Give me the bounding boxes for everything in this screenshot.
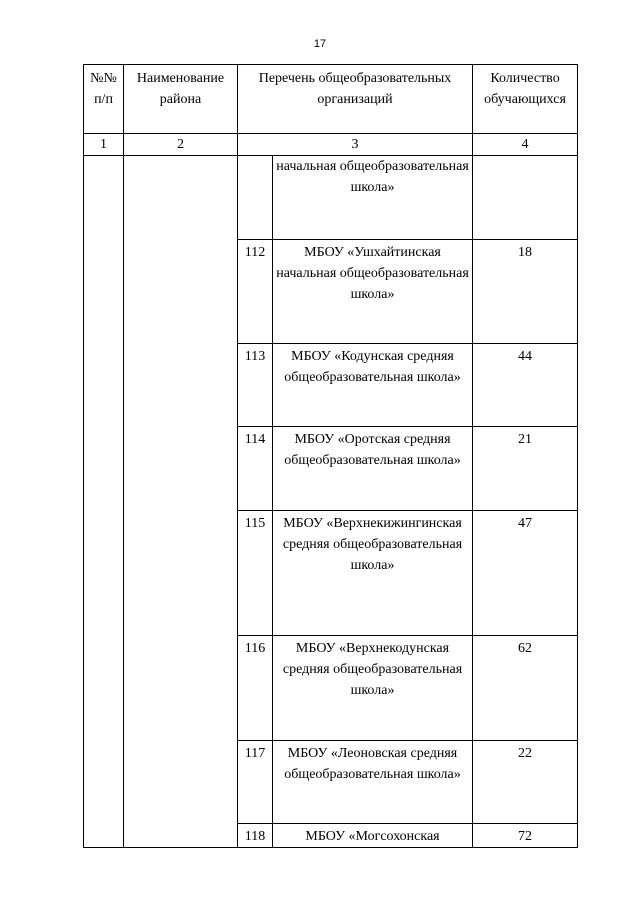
- col-number-1: 1: [84, 134, 124, 156]
- school-name: МБОУ «Кодунская средняя общеобразовательная школа»: [273, 344, 473, 427]
- school-name: МБОУ «Верхнекодунская средняя общеобразовательная школа»: [273, 636, 473, 741]
- schools-table: [83, 64, 578, 848]
- school-name: МБОУ «Леоновская средняя общеобразовательная школа»: [273, 741, 473, 824]
- student-count: 72: [473, 824, 578, 848]
- continuation-text: начальная общеобразовательная школа»: [273, 156, 473, 240]
- col-number-4: 4: [473, 134, 578, 156]
- row-number: 112: [238, 240, 273, 344]
- header-district: Наименование района: [124, 65, 238, 134]
- empty-district-cell: [124, 156, 238, 848]
- row-number: 116: [238, 636, 273, 741]
- row-number: 113: [238, 344, 273, 427]
- row-number: 118: [238, 824, 273, 848]
- page-number: 17: [313, 38, 327, 50]
- student-count: 47: [473, 511, 578, 636]
- row-number: 114: [238, 427, 273, 511]
- continuation-row: [84, 156, 578, 240]
- header-orgs: Перечень общеобразовательных организаций: [238, 65, 473, 134]
- student-count: 21: [473, 427, 578, 511]
- col-number-2: 2: [124, 134, 238, 156]
- empty-num-cell: [84, 156, 124, 848]
- header-num: №№ п/п: [84, 65, 124, 134]
- school-name: МБОУ «Оротская средняя общеобразовательная школа»: [273, 427, 473, 511]
- row-number: 115: [238, 511, 273, 636]
- student-count: 18: [473, 240, 578, 344]
- column-numbers-row: [84, 134, 578, 156]
- header-row: [84, 65, 578, 134]
- school-name: МБОУ «Ушхайтинская начальная общеобразовательная школа»: [273, 240, 473, 344]
- continuation-count-cell: [473, 156, 578, 240]
- student-count: 22: [473, 741, 578, 824]
- row-number: 117: [238, 741, 273, 824]
- header-count: Количество обучающихся: [473, 65, 578, 134]
- col-number-3: 3: [238, 134, 473, 156]
- student-count: 62: [473, 636, 578, 741]
- continuation-num-cell: [238, 156, 273, 240]
- school-name: МБОУ «Верхнекижингинская средняя общеобразовательная школа»: [273, 511, 473, 636]
- school-name: МБОУ «Могсохонская: [273, 824, 473, 848]
- student-count: 44: [473, 344, 578, 427]
